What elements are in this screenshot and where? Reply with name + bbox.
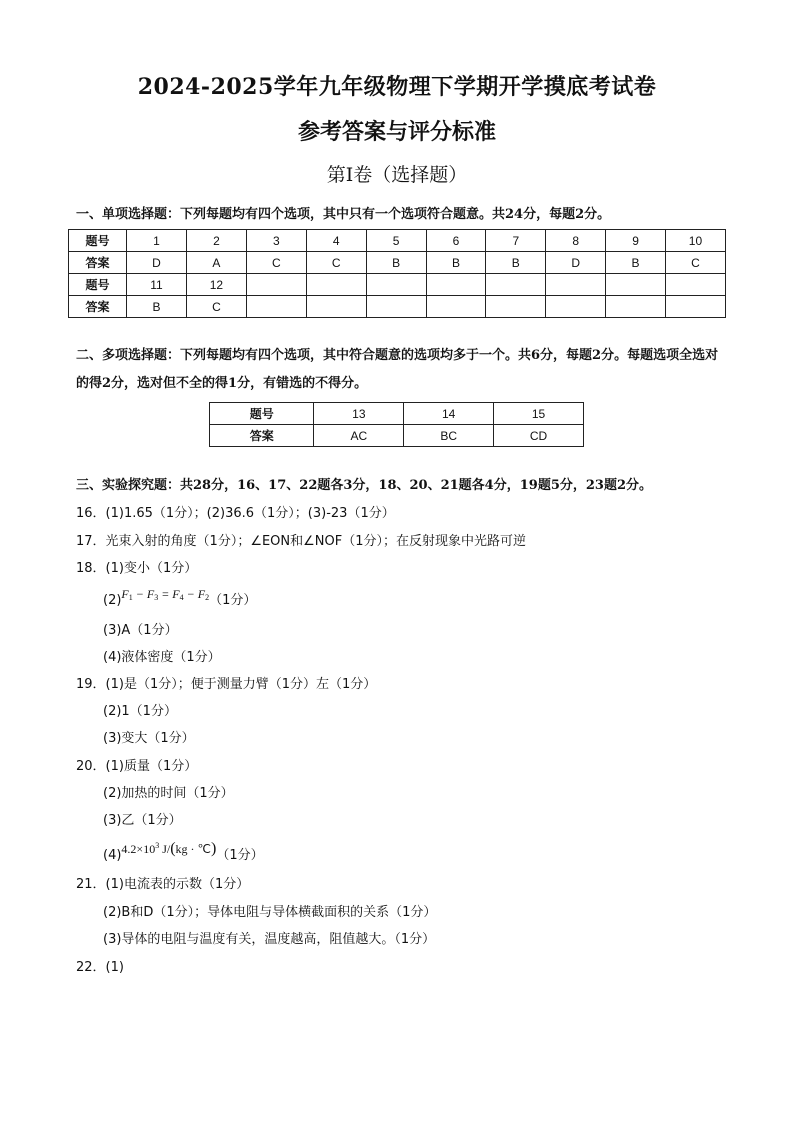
table-row <box>210 425 584 447</box>
answer-q18-4: (4)液体密度（1分） <box>103 650 221 665</box>
table-cell: B <box>486 252 546 274</box>
formula-specific-heat: $4.2\times 10^3$ J/(kg · ℃) <box>121 840 217 857</box>
table-cell: C <box>246 252 306 274</box>
answer-q19-2: (2)1（1分） <box>103 704 177 719</box>
table-cell: D <box>126 252 186 274</box>
section1-heading: 一、单项选择题：下列每题均有四个选项，其中只有一个选项符合题意。共24分，每题2分。 <box>76 207 611 222</box>
table-cell <box>306 296 366 318</box>
multi-choice-answer-table <box>209 402 584 447</box>
table-cell <box>665 296 725 318</box>
table-cell: 12 <box>186 274 246 296</box>
row-label-question: 题号 <box>69 274 127 296</box>
answer-q18-2 <box>103 589 256 608</box>
table-cell: 4 <box>306 230 366 252</box>
volume-title: 第Ⅰ卷（选择题） <box>326 164 468 186</box>
table-cell: 13 <box>314 403 404 425</box>
table-cell: BC <box>404 425 494 447</box>
answer-q17: 17．光束入射的角度（1分）；∠EON和∠NOF（1分）；在反射现象中光路可逆 <box>76 534 526 549</box>
table-cell <box>486 296 546 318</box>
table-row <box>69 296 726 318</box>
section2-heading: 二、多项选择题：下列每题均有四个选项，其中符合题意的选项均多于一个。共6分，每题2分。每题选项全选对的得2分，选对但不全的得1分，有错选的不得分。 <box>76 348 719 391</box>
section3-heading: 三、实验探究题：共28分，16、17、22题各3分，18、20、21题各4分，19题5分，23题2分。 <box>76 478 652 493</box>
answer-key-title: 参考答案与评分标准 <box>297 119 496 145</box>
answer-q22-1: 22．(1) <box>76 960 124 975</box>
table-cell <box>306 274 366 296</box>
row-label-answer: 答案 <box>69 296 127 318</box>
answer-prefix: (4) <box>103 848 122 863</box>
table-cell: 2 <box>186 230 246 252</box>
table-cell: 9 <box>606 230 666 252</box>
answer-q16: 16．(1)1.65（1分）；(2)36.6（1分）；(3)-23（1分） <box>76 506 395 521</box>
row-label-question: 题号 <box>210 403 314 425</box>
table-cell <box>366 274 426 296</box>
table-cell: C <box>665 252 725 274</box>
formula-forces: $F_1 - F_3 = F_4 - F_2$ <box>121 587 210 602</box>
table-cell <box>606 274 666 296</box>
table-cell <box>546 274 606 296</box>
table-row <box>210 403 584 425</box>
table-cell: 15 <box>494 403 584 425</box>
table-cell: 14 <box>404 403 494 425</box>
table-row <box>69 230 726 252</box>
answer-q19-1: 19．(1)是（1分）；便于测量力臂（1分）左（1分） <box>76 677 377 692</box>
answer-q20-1: 20．(1)质量（1分） <box>76 759 198 774</box>
answer-prefix: (2) <box>103 593 122 608</box>
table-cell: AC <box>314 425 404 447</box>
answer-score: （1分） <box>216 848 264 863</box>
table-cell: 11 <box>126 274 186 296</box>
row-label-answer: 答案 <box>69 252 127 274</box>
answer-score: （1分） <box>209 593 257 608</box>
table-cell <box>366 296 426 318</box>
table-cell: 1 <box>126 230 186 252</box>
table-cell <box>426 274 486 296</box>
answer-q19-3: (3)变大（1分） <box>103 731 195 746</box>
table-cell: 5 <box>366 230 426 252</box>
table-cell: 6 <box>426 230 486 252</box>
table-cell: B <box>126 296 186 318</box>
table-cell <box>426 296 486 318</box>
row-label-question: 题号 <box>69 230 127 252</box>
answer-q18-1: 18．(1)变小（1分） <box>76 561 198 576</box>
table-cell: A <box>186 252 246 274</box>
table-cell <box>486 274 546 296</box>
answer-q21-1: 21．(1)电流表的示数（1分） <box>76 877 250 892</box>
answer-q21-2: (2)B和D（1分）；导体电阻与导体横截面积的关系（1分） <box>103 905 437 920</box>
row-label-answer: 答案 <box>210 425 314 447</box>
answer-q20-3: (3)乙（1分） <box>103 813 182 828</box>
table-cell <box>665 274 725 296</box>
table-cell: B <box>366 252 426 274</box>
table-cell: C <box>186 296 246 318</box>
table-row <box>69 252 726 274</box>
answer-q21-3: (3)导体的电阻与温度有关，温度越高，阻值越大。（1分） <box>103 932 436 947</box>
table-cell: D <box>546 252 606 274</box>
table-cell: 3 <box>246 230 306 252</box>
answer-q18-3: (3)A（1分） <box>103 623 178 638</box>
table-cell: 8 <box>546 230 606 252</box>
table-cell: B <box>606 252 666 274</box>
table-cell: CD <box>494 425 584 447</box>
exam-title: 2024-2025学年九年级物理下学期开学摸底考试卷 <box>137 74 657 100</box>
table-cell <box>246 274 306 296</box>
single-choice-answer-table <box>68 229 726 318</box>
table-cell: B <box>426 252 486 274</box>
table-row <box>69 274 726 296</box>
table-cell <box>246 296 306 318</box>
table-cell: C <box>306 252 366 274</box>
table-cell <box>606 296 666 318</box>
answer-q20-4 <box>103 840 264 864</box>
table-cell <box>546 296 606 318</box>
answer-q20-2: (2)加热的时间（1分） <box>103 786 234 801</box>
table-cell: 7 <box>486 230 546 252</box>
table-cell: 10 <box>665 230 725 252</box>
